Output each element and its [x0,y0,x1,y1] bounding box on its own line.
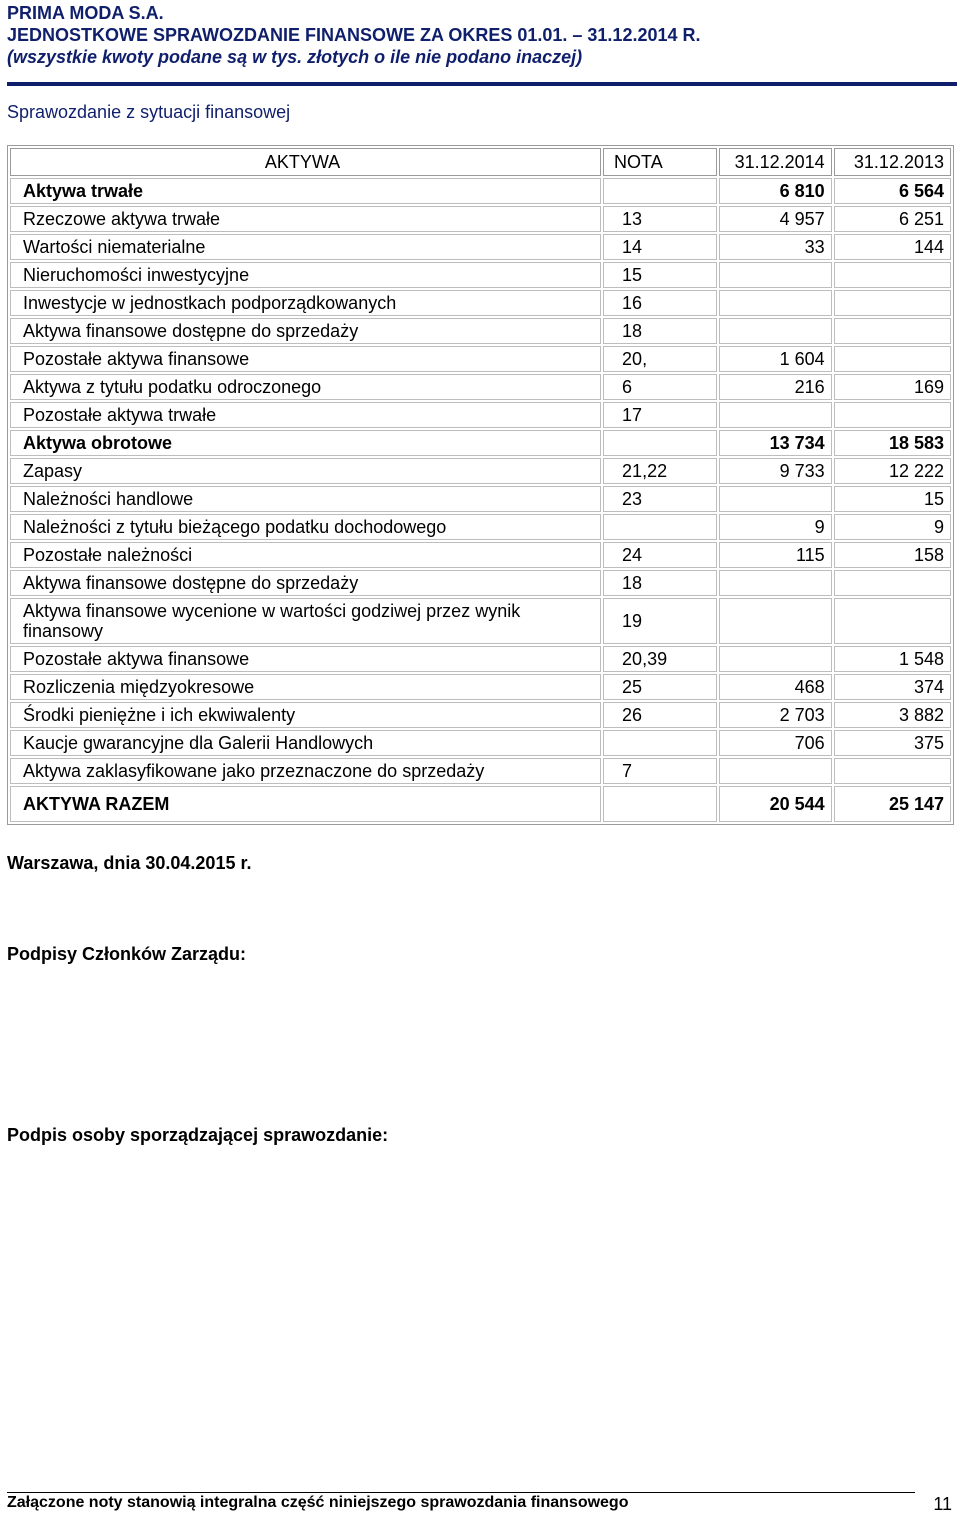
row-name: Pozostałe aktywa trwałe [10,402,601,428]
row-value-2014 [719,570,832,596]
row-value-2013: 15 [834,486,951,512]
row-note: 13 [603,206,717,232]
row-name: Pozostałe aktywa finansowe [10,346,601,372]
row-value-2013: 158 [834,542,951,568]
row-note: 26 [603,702,717,728]
table-row [10,402,951,428]
row-name: Rzeczowe aktywa trwałe [10,206,601,232]
row-note [603,730,717,756]
row-value-2014 [719,402,832,428]
table-row [10,674,951,700]
footer-text: Załączone noty stanowią integralna część niniejszego sprawozdania finansowego [7,1494,629,1511]
col-header-2013: 31.12.2013 [834,148,951,176]
table-row [10,598,951,644]
row-value-2014 [719,290,832,316]
report-title: JEDNOSTKOWE SPRAWOZDANIE FINANSOWE ZA OKRES 01.01. – 31.12.2014 R. [7,25,701,45]
row-name: Środki pieniężne i ich ekwiwalenty [10,702,601,728]
row-value-2014: 6 810 [719,178,832,204]
row-name: Aktywa obrotowe [10,430,601,456]
table-row [10,702,951,728]
row-note: 20,39 [603,646,717,672]
row-name: Aktywa finansowe wycenione w wartości godziwej przez wynik finansowy [10,598,601,644]
row-value-2013 [834,598,951,644]
row-value-2014: 706 [719,730,832,756]
table-row [10,570,951,596]
row-value-2013 [834,318,951,344]
row-value-2014: 33 [719,234,832,260]
col-header-note: NOTA [603,148,717,176]
row-note: 24 [603,542,717,568]
table-row [10,486,951,512]
table-row [10,234,951,260]
row-note: 6 [603,374,717,400]
row-note: 18 [603,570,717,596]
row-name: Aktywa finansowe dostępne do sprzedaży [10,318,601,344]
table-header-row [10,148,951,176]
total-name: AKTYWA RAZEM [10,786,601,822]
row-value-2013: 144 [834,234,951,260]
table-row [10,458,951,484]
row-name: Należności handlowe [10,486,601,512]
row-note [603,178,717,204]
row-name: Rozliczenia międzyokresowe [10,674,601,700]
row-name: Należności z tytułu bieżącego podatku dochodowego [10,514,601,540]
row-value-2013: 3 882 [834,702,951,728]
table-row [10,178,951,204]
row-note: 15 [603,262,717,288]
row-value-2014 [719,262,832,288]
table-row [10,206,951,232]
table-row [10,646,951,672]
row-value-2014: 4 957 [719,206,832,232]
header-rule [7,82,957,86]
row-name: Aktywa finansowe dostępne do sprzedaży [10,570,601,596]
table-row [10,514,951,540]
board-signatures-label: Podpisy Członków Zarządu: [7,944,247,964]
table-row [10,290,951,316]
row-value-2013 [834,758,951,784]
row-value-2014 [719,318,832,344]
page-number: 11 [933,1494,952,1514]
row-value-2013: 18 583 [834,430,951,456]
row-note: 14 [603,234,717,260]
row-note: 18 [603,318,717,344]
row-value-2013: 6 564 [834,178,951,204]
row-value-2014: 216 [719,374,832,400]
row-name: Pozostałe aktywa finansowe [10,646,601,672]
row-value-2013: 1 548 [834,646,951,672]
row-value-2014: 115 [719,542,832,568]
table-row [10,730,951,756]
row-value-2013 [834,346,951,372]
table-row [10,758,951,784]
row-name: Pozostałe należności [10,542,601,568]
table-row [10,374,951,400]
table-row [10,346,951,372]
balance-sheet-table-wrap [7,145,954,825]
row-value-2013: 169 [834,374,951,400]
row-name: Aktywa z tytułu podatku odroczonego [10,374,601,400]
row-note: 16 [603,290,717,316]
table-row [10,542,951,568]
balance-sheet-table [7,145,954,825]
row-note: 20, [603,346,717,372]
row-name: Nieruchomości inwestycyjne [10,262,601,288]
row-note: 21,22 [603,458,717,484]
col-header-2014: 31.12.2014 [719,148,832,176]
row-note: 19 [603,598,717,644]
footer-rule [7,1492,915,1493]
row-note: 25 [603,674,717,700]
row-note: 17 [603,402,717,428]
total-value-2013: 25 147 [834,786,951,822]
total-value-2014: 20 544 [719,786,832,822]
row-value-2013: 12 222 [834,458,951,484]
row-value-2014 [719,486,832,512]
row-value-2014 [719,646,832,672]
row-name: Wartości niematerialne [10,234,601,260]
row-value-2014: 468 [719,674,832,700]
place-date: Warszawa, dnia 30.04.2015 r. [7,853,252,873]
row-value-2014: 1 604 [719,346,832,372]
table-row [10,430,951,456]
row-name: Inwestycje w jednostkach podporządkowanych [10,290,601,316]
row-name: Kaucje gwarancyjne dla Galerii Handlowych [10,730,601,756]
total-note [603,786,717,822]
row-name: Aktywa zaklasyfikowane jako przeznaczone do sprzedaży [10,758,601,784]
row-value-2013: 375 [834,730,951,756]
row-note [603,430,717,456]
row-value-2014: 9 733 [719,458,832,484]
table-row [10,262,951,288]
row-value-2014 [719,598,832,644]
row-value-2013: 6 251 [834,206,951,232]
col-header-assets: AKTYWA [10,148,601,176]
company-name: PRIMA MODA S.A. [7,3,164,23]
row-value-2013 [834,402,951,428]
row-note [603,514,717,540]
row-value-2014 [719,758,832,784]
row-name: Zapasy [10,458,601,484]
table-row [10,318,951,344]
row-note: 7 [603,758,717,784]
row-note: 23 [603,486,717,512]
total-row [10,786,951,822]
row-value-2013: 9 [834,514,951,540]
row-name: Aktywa trwałe [10,178,601,204]
row-value-2013 [834,262,951,288]
document-header [7,2,957,68]
row-value-2014: 2 703 [719,702,832,728]
row-value-2013: 374 [834,674,951,700]
row-value-2014: 13 734 [719,430,832,456]
row-value-2013 [834,570,951,596]
report-subtitle: (wszystkie kwoty podane są w tys. złotych o ile nie podano inaczej) [7,47,583,67]
row-value-2013 [834,290,951,316]
section-title: Sprawozdanie z sytuacji finansowej [7,102,291,122]
preparer-signature-label: Podpis osoby sporządzającej sprawozdanie: [7,1125,389,1145]
row-value-2014: 9 [719,514,832,540]
